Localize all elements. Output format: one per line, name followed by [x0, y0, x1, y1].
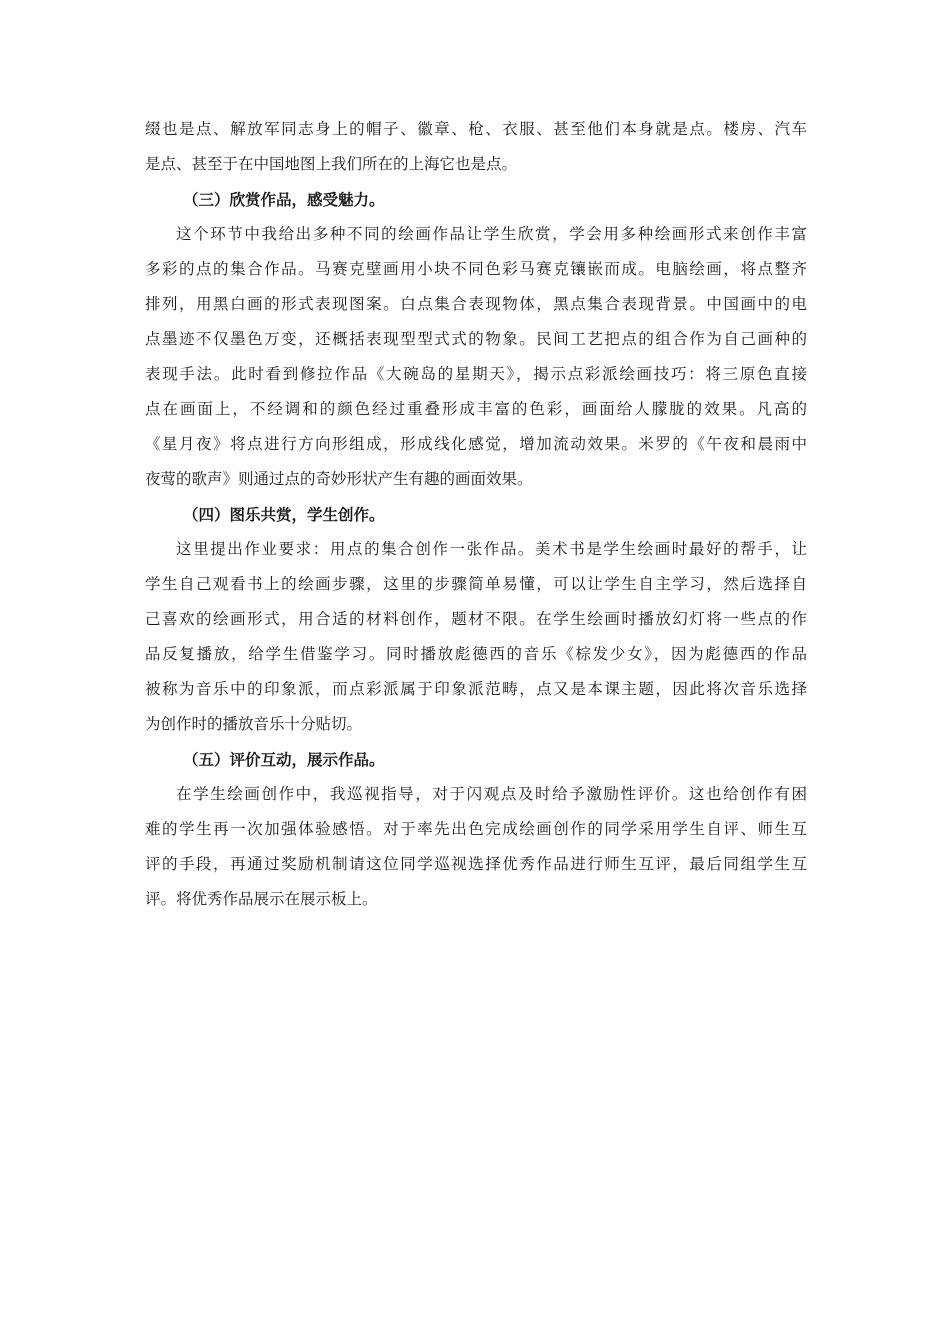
- section-3-heading: （三）欣赏作品，感受魅力。: [183, 190, 385, 209]
- paragraph-line: 表现手法。此时看到修拉作品《大碗岛的星期天》，揭示点彩派绘画技巧：将三原色直接: [145, 365, 807, 383]
- intro-paragraph: [145, 112, 807, 182]
- paragraph-line: 点在画面上，不经调和的颜色经过重叠形成丰富的色彩，画面给人朦胧的效果。凡高的: [145, 400, 807, 418]
- section-3-paragraph: [145, 217, 807, 497]
- paragraph-line: 《星月夜》将点进行方向形组成，形成线化感觉，增加流动效果。米罗的《午夜和晨雨中: [145, 435, 807, 453]
- paragraph-line: 多彩的点的集合作品。马赛克壁画用小块不同色彩马赛克镶嵌而成。电脑绘画，将点整齐: [145, 260, 807, 278]
- section-5-heading: （五）评价互动，展示作品。: [183, 750, 385, 769]
- section-4-heading: （四）图乐共赏，学生创作。: [183, 505, 385, 524]
- paragraph-line: 评。将优秀作品展示在展示板上。: [145, 890, 378, 908]
- paragraph-line: 己喜欢的绘画形式，用合适的材料创作，题材不限。在学生绘画时播放幻灯将一些点的作: [145, 610, 807, 628]
- paragraph-line: 被称为音乐中的印象派，而点彩派属于印象派范畴，点又是本课主题，因此将次音乐选择: [145, 680, 807, 698]
- paragraph-line: 品反复播放，给学生借鉴学习。同时播放彪德西的音乐《棕发少女》，因为彪德西的作品: [145, 645, 807, 663]
- paragraph-line: 评的手段，再通过奖励机制请这位同学巡视选择优秀作品进行师生互评，最后同组学生互: [145, 855, 807, 873]
- paragraph-line: 这个环节中我给出多种不同的绘画作品让学生欣赏，学会用多种绘画形式来创作丰富: [176, 225, 807, 243]
- paragraph-line: 为创作时的播放音乐十分贴切。: [145, 715, 363, 733]
- paragraph-line: 夜莺的歌声》则通过点的奇妙形状产生有趣的画面效果。: [145, 470, 533, 488]
- paragraph-line: 缀也是点、解放军同志身上的帽子、徽章、枪、衣服、甚至他们本身就是点。楼房、汽车: [145, 120, 807, 138]
- paragraph-line: 难的学生再一次加强体验感悟。对于率先出色完成绘画创作的同学采用学生自评、师生互: [145, 820, 807, 838]
- paragraph-line: 学生自己观看书上的绘画步骤，这里的步骤简单易懂，可以让学生自主学习，然后选择自: [145, 575, 807, 593]
- document-page: [145, 112, 807, 917]
- section-4-paragraph: [145, 532, 807, 742]
- paragraph-line: 是点、甚至于在中国地图上我们所在的上海它也是点。: [145, 155, 518, 173]
- paragraph-line: 这里提出作业要求：用点的集合创作一张作品。美术书是学生绘画时最好的帮手，让: [176, 540, 807, 558]
- paragraph-line: 在学生绘画创作中，我巡视指导，对于闪观点及时给予激励性评价。这也给创作有困: [176, 785, 807, 803]
- section-5-paragraph: [145, 777, 807, 917]
- paragraph-line: 排列，用黑白画的形式表现图案。白点集合表现物体，黑点集合表现背景。中国画中的电: [145, 295, 807, 313]
- paragraph-line: 点墨迹不仅墨色万变，还概括表现型型式式的物象。民间工艺把点的组合作为自己画种的: [145, 330, 807, 348]
